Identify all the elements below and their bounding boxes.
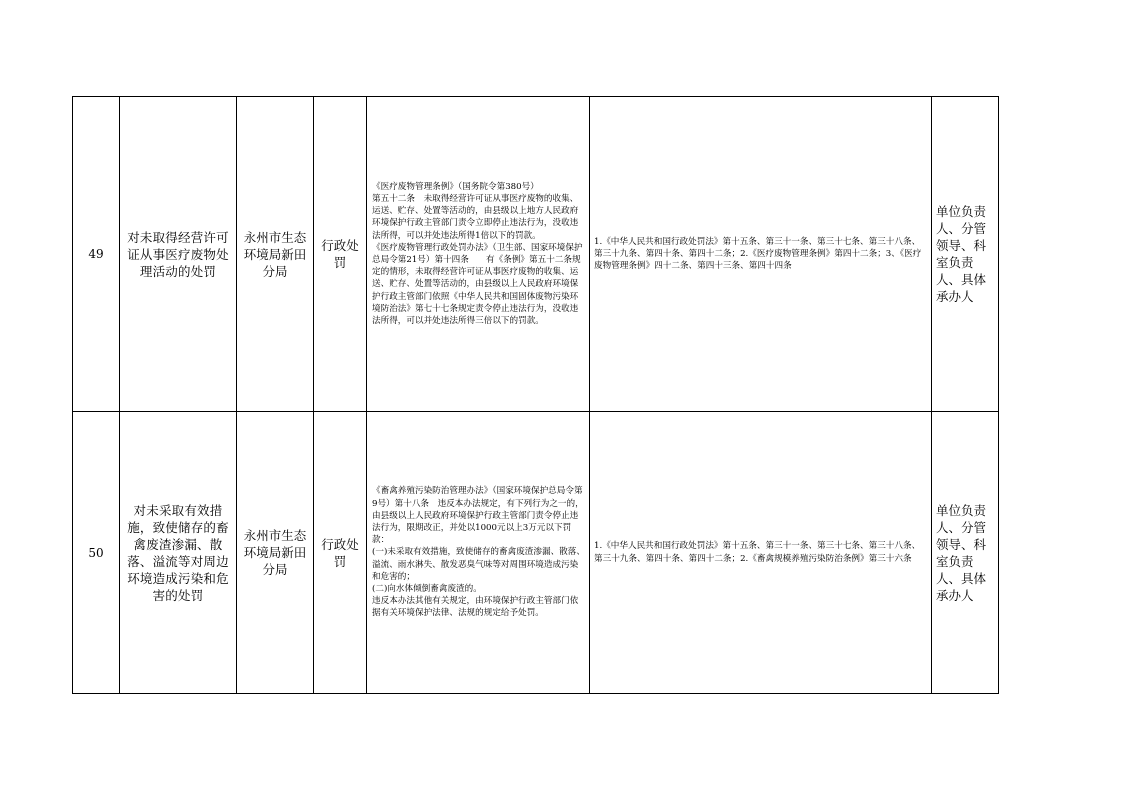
responsible-persons: 单位负责人、分管领导、科室负责人、具体承办人 <box>932 97 999 412</box>
item-number: 50 <box>73 412 120 694</box>
table-row <box>73 412 999 694</box>
legal-basis: 《医疗废物管理条例》（国务院令第380号） 第五十二条 未取得经营许可证从事医疗废物的收集、运送、贮存、处置等活动的，由县级以上地方人民政府环境保护行政主管部门责令立即停止违法行为，没收违法所得，可以并处违法所得1倍以下的罚款。 《医疗废物管理行政处罚办法》（卫生部、国家环境保护总局令第21号）第十四条 有《条例》第五十二条规定的情形，未取得经营许可证从事医疗废物的收集、运送、贮存、处置等活动的，由县级以上人民政府环境保护行政主管部门依照《中华人民共和国固体废物污染环境防治法》第七十七条规定责令停止违法行为，没收违法所得，可以并处违法所得三倍以下的罚款。 <box>367 97 590 412</box>
item-category: 行政处罚 <box>314 97 367 412</box>
responsible-persons: 单位负责人、分管领导、科室负责人、具体承办人 <box>932 412 999 694</box>
item-name: 对未取得经营许可证从事医疗废物处理活动的处罚 <box>120 97 237 412</box>
legal-reference: 1.《中华人民共和国行政处罚法》第十五条、第三十一条、第三十七条、第三十八条、第三十九条、第四十条、第四十二条；2.《畜禽规模养殖污染防治条例》第三十六条 <box>590 412 932 694</box>
table-row <box>73 97 999 412</box>
enforcement-items-table <box>72 96 999 694</box>
item-number: 49 <box>73 97 120 412</box>
responsible-department: 永州市生态环境局新田分局 <box>237 412 314 694</box>
item-name: 对未采取有效措施，致使储存的畜禽废渣渗漏、散落、溢流等对周边环境造成污染和危害的处罚 <box>120 412 237 694</box>
legal-reference: 1.《中华人民共和国行政处罚法》第十五条、第三十一条、第三十七条、第三十八条、第三十九条、第四十条、第四十二条；2.《医疗废物管理条例》第四十二条；3、《医疗废物管理条例》四十二条、第四十三条、第四十四条 <box>590 97 932 412</box>
responsible-department: 永州市生态环境局新田分局 <box>237 97 314 412</box>
legal-basis: 《畜禽养殖污染防治管理办法》（国家环境保护总局令第9号）第十八条 违反本办法规定，有下列行为之一的，由县级以上人民政府环境保护行政主管部门责令停止违法行为，限期改正，并处以1000元以上3万元以下罚款： (一)未采取有效措施，致使储存的畜禽废渣渗漏、散落、溢流、雨水淋失、散发恶臭气味等对周围环境造成污染和危害的； (二)向水体倾倒畜禽废渣的。 违反本办法其他有关规定，由环境保护行政主管部门依据有关环境保护法律、法规的规定给予处罚。 <box>367 412 590 694</box>
item-category: 行政处罚 <box>314 412 367 694</box>
